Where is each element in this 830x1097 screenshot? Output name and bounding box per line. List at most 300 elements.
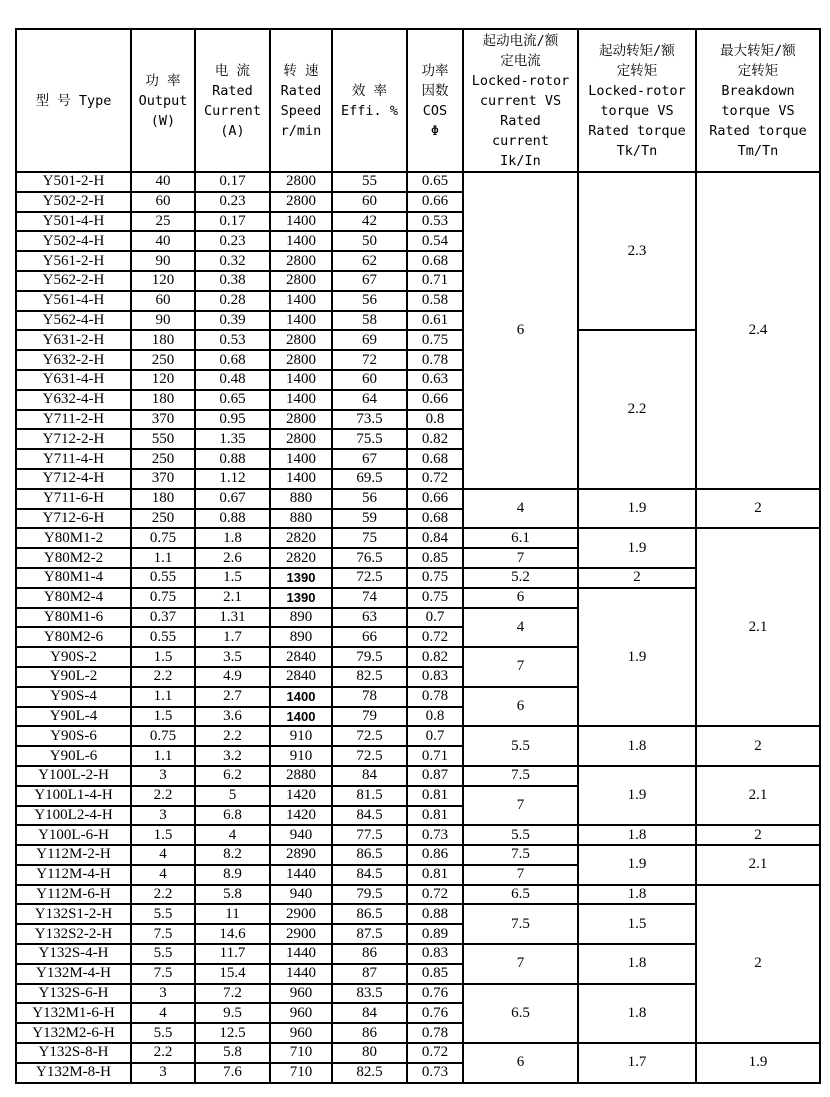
table-row	[16, 845, 820, 865]
cell-cos: 0.63	[407, 370, 463, 390]
cell-effi: 67	[332, 271, 407, 291]
cell-output: 3	[131, 766, 195, 786]
cell-cos: 0.8	[407, 410, 463, 430]
cell-current: 0.38	[195, 271, 270, 291]
cell-ik-in: 5.5	[463, 726, 578, 766]
cell-current: 1.7	[195, 627, 270, 647]
cell-tm-tn: 2	[696, 885, 820, 1043]
cell-type: Y90S-2	[16, 647, 131, 667]
cell-effi: 59	[332, 509, 407, 529]
cell-type: Y562-2-H	[16, 271, 131, 291]
cell-speed: 960	[270, 1023, 332, 1043]
cell-current: 14.6	[195, 924, 270, 944]
cell-cos: 0.7	[407, 726, 463, 746]
cell-type: Y132M-8-H	[16, 1063, 131, 1083]
cell-current: 4	[195, 825, 270, 845]
cell-current: 3.6	[195, 707, 270, 727]
cell-current: 9.5	[195, 1003, 270, 1023]
cell-ik-in: 6.5	[463, 984, 578, 1043]
cell-ik-in: 6.5	[463, 885, 578, 905]
cell-effi: 72.5	[332, 746, 407, 766]
cell-current: 0.95	[195, 410, 270, 430]
cell-current: 11.7	[195, 944, 270, 964]
cell-speed: 890	[270, 608, 332, 628]
cell-speed: 880	[270, 509, 332, 529]
cell-type: Y90L-2	[16, 667, 131, 687]
cell-cos: 0.8	[407, 707, 463, 727]
cell-type: Y712-6-H	[16, 509, 131, 529]
cell-effi: 80	[332, 1043, 407, 1063]
cell-output: 180	[131, 330, 195, 350]
cell-output: 4	[131, 845, 195, 865]
cell-cos: 0.85	[407, 548, 463, 568]
cell-type: Y80M2-2	[16, 548, 131, 568]
cell-effi: 86.5	[332, 845, 407, 865]
cell-ik-in: 6	[463, 687, 578, 727]
cell-effi: 79	[332, 707, 407, 727]
cell-current: 8.9	[195, 865, 270, 885]
cell-type: Y112M-4-H	[16, 865, 131, 885]
cell-tm-tn: 2	[696, 489, 820, 529]
cell-type: Y561-2-H	[16, 251, 131, 271]
cell-cos: 0.87	[407, 766, 463, 786]
cell-ik-in: 4	[463, 489, 578, 529]
cell-output: 0.75	[131, 726, 195, 746]
table-body	[16, 172, 820, 1083]
cell-tk-tn: 2.2	[578, 330, 696, 488]
cell-output: 180	[131, 489, 195, 509]
cell-tk-tn: 1.7	[578, 1043, 696, 1083]
cell-speed: 2840	[270, 667, 332, 687]
col-header-output: 功 率 Output (W)	[131, 29, 195, 172]
cell-speed: 2800	[270, 350, 332, 370]
table-row	[16, 726, 820, 746]
cell-speed: 1400	[270, 370, 332, 390]
cell-effi: 72.5	[332, 726, 407, 746]
cell-effi: 84.5	[332, 806, 407, 826]
cell-current: 0.68	[195, 350, 270, 370]
cell-cos: 0.89	[407, 924, 463, 944]
cell-cos: 0.66	[407, 489, 463, 509]
cell-output: 7.5	[131, 924, 195, 944]
table-row	[16, 528, 820, 548]
cell-speed: 2840	[270, 647, 332, 667]
cell-cos: 0.75	[407, 568, 463, 588]
cell-cos: 0.75	[407, 588, 463, 608]
cell-effi: 69	[332, 330, 407, 350]
cell-speed: 2800	[270, 330, 332, 350]
table-header	[16, 29, 820, 172]
cell-current: 0.53	[195, 330, 270, 350]
cell-output: 1.5	[131, 825, 195, 845]
cell-speed: 1390	[270, 568, 332, 588]
cell-speed: 2800	[270, 410, 332, 430]
cell-cos: 0.58	[407, 291, 463, 311]
cell-cos: 0.78	[407, 350, 463, 370]
cell-type: Y100L-6-H	[16, 825, 131, 845]
cell-speed: 1420	[270, 806, 332, 826]
cell-speed: 940	[270, 825, 332, 845]
cell-output: 1.5	[131, 647, 195, 667]
cell-speed: 960	[270, 984, 332, 1004]
cell-cos: 0.76	[407, 984, 463, 1004]
cell-effi: 56	[332, 291, 407, 311]
cell-tk-tn: 1.5	[578, 904, 696, 944]
cell-current: 5	[195, 786, 270, 806]
cell-effi: 74	[332, 588, 407, 608]
cell-effi: 87	[332, 964, 407, 984]
cell-cos: 0.72	[407, 885, 463, 905]
cell-speed: 2900	[270, 924, 332, 944]
cell-effi: 79.5	[332, 647, 407, 667]
cell-effi: 86	[332, 1023, 407, 1043]
cell-cos: 0.83	[407, 944, 463, 964]
cell-effi: 81.5	[332, 786, 407, 806]
cell-effi: 58	[332, 311, 407, 331]
cell-current: 0.23	[195, 192, 270, 212]
cell-speed: 1400	[270, 212, 332, 232]
cell-cos: 0.68	[407, 509, 463, 529]
cell-tk-tn: 1.9	[578, 528, 696, 568]
cell-cos: 0.71	[407, 271, 463, 291]
cell-output: 40	[131, 231, 195, 251]
cell-cos: 0.78	[407, 687, 463, 707]
cell-current: 6.8	[195, 806, 270, 826]
cell-cos: 0.82	[407, 647, 463, 667]
motor-spec-table	[15, 28, 821, 1084]
cell-cos: 0.66	[407, 390, 463, 410]
cell-output: 370	[131, 410, 195, 430]
cell-speed: 890	[270, 627, 332, 647]
cell-ik-in: 7	[463, 548, 578, 568]
cell-type: Y90L-6	[16, 746, 131, 766]
cell-output: 1.5	[131, 707, 195, 727]
cell-output: 3	[131, 984, 195, 1004]
cell-tm-tn: 2.4	[696, 172, 820, 489]
cell-output: 250	[131, 449, 195, 469]
cell-effi: 66	[332, 627, 407, 647]
cell-speed: 1400	[270, 231, 332, 251]
cell-type: Y562-4-H	[16, 311, 131, 331]
cell-type: Y80M1-4	[16, 568, 131, 588]
col-header-tm-tn: 最大转矩/额 定转矩 Breakdown torque VS Rated torque Tm/Tn	[696, 29, 820, 172]
cell-current: 2.2	[195, 726, 270, 746]
cell-speed: 2800	[270, 192, 332, 212]
cell-tk-tn: 1.8	[578, 984, 696, 1043]
cell-current: 0.48	[195, 370, 270, 390]
cell-speed: 2800	[270, 429, 332, 449]
cell-current: 6.2	[195, 766, 270, 786]
cell-current: 1.8	[195, 528, 270, 548]
cell-current: 1.5	[195, 568, 270, 588]
cell-cos: 0.78	[407, 1023, 463, 1043]
cell-current: 4.9	[195, 667, 270, 687]
cell-output: 40	[131, 172, 195, 192]
cell-speed: 2800	[270, 271, 332, 291]
col-header-ik-in: 起动电流/额 定电流 Locked-rotor current VS Rated current Ik/In	[463, 29, 578, 172]
cell-speed: 1400	[270, 390, 332, 410]
cell-effi: 60	[332, 192, 407, 212]
cell-speed: 2820	[270, 528, 332, 548]
col-header-type: 型 号 Type	[16, 29, 131, 172]
cell-ik-in: 6	[463, 1043, 578, 1083]
cell-output: 60	[131, 192, 195, 212]
cell-ik-in: 7	[463, 944, 578, 984]
cell-tm-tn: 2	[696, 825, 820, 845]
cell-output: 3	[131, 1063, 195, 1083]
cell-type: Y132S-4-H	[16, 944, 131, 964]
cell-tk-tn: 1.8	[578, 885, 696, 905]
cell-type: Y632-2-H	[16, 350, 131, 370]
cell-speed: 2800	[270, 172, 332, 192]
cell-current: 2.1	[195, 588, 270, 608]
cell-ik-in: 7.5	[463, 845, 578, 865]
cell-effi: 78	[332, 687, 407, 707]
cell-cos: 0.7	[407, 608, 463, 628]
cell-effi: 60	[332, 370, 407, 390]
cell-output: 4	[131, 865, 195, 885]
cell-effi: 82.5	[332, 667, 407, 687]
cell-cos: 0.81	[407, 806, 463, 826]
cell-speed: 880	[270, 489, 332, 509]
cell-cos: 0.73	[407, 825, 463, 845]
cell-speed: 1400	[270, 291, 332, 311]
cell-type: Y80M2-4	[16, 588, 131, 608]
cell-current: 0.32	[195, 251, 270, 271]
cell-effi: 62	[332, 251, 407, 271]
cell-cos: 0.65	[407, 172, 463, 192]
cell-current: 1.31	[195, 608, 270, 628]
cell-current: 12.5	[195, 1023, 270, 1043]
col-header-current: 电 流 Rated Current (A)	[195, 29, 270, 172]
cell-type: Y502-2-H	[16, 192, 131, 212]
cell-tk-tn: 2.3	[578, 172, 696, 330]
cell-output: 7.5	[131, 964, 195, 984]
cell-speed: 1440	[270, 944, 332, 964]
cell-effi: 86	[332, 944, 407, 964]
cell-type: Y112M-2-H	[16, 845, 131, 865]
cell-effi: 72.5	[332, 568, 407, 588]
cell-output: 2.2	[131, 667, 195, 687]
cell-output: 120	[131, 271, 195, 291]
cell-ik-in: 7	[463, 786, 578, 826]
cell-output: 90	[131, 251, 195, 271]
cell-output: 0.55	[131, 627, 195, 647]
cell-current: 1.35	[195, 429, 270, 449]
cell-cos: 0.61	[407, 311, 463, 331]
cell-tk-tn: 1.8	[578, 944, 696, 984]
cell-effi: 82.5	[332, 1063, 407, 1083]
cell-cos: 0.86	[407, 845, 463, 865]
cell-output: 90	[131, 311, 195, 331]
cell-speed: 910	[270, 726, 332, 746]
cell-output: 2.2	[131, 1043, 195, 1063]
cell-output: 5.5	[131, 1023, 195, 1043]
cell-cos: 0.53	[407, 212, 463, 232]
cell-current: 0.17	[195, 212, 270, 232]
cell-cos: 0.72	[407, 627, 463, 647]
col-header-speed: 转 速 Rated Speed r/min	[270, 29, 332, 172]
cell-current: 0.88	[195, 449, 270, 469]
cell-tm-tn: 2.1	[696, 845, 820, 885]
cell-speed: 960	[270, 1003, 332, 1023]
cell-effi: 84.5	[332, 865, 407, 885]
cell-effi: 87.5	[332, 924, 407, 944]
cell-speed: 710	[270, 1043, 332, 1063]
cell-speed: 1400	[270, 469, 332, 489]
header-row	[16, 29, 820, 172]
cell-speed: 910	[270, 746, 332, 766]
col-header-tk-tn: 起动转矩/额 定转矩 Locked-rotor torque VS Rated torque Tk/Tn	[578, 29, 696, 172]
cell-effi: 84	[332, 766, 407, 786]
cell-type: Y132S-8-H	[16, 1043, 131, 1063]
cell-ik-in: 7	[463, 865, 578, 885]
cell-speed: 2880	[270, 766, 332, 786]
cell-output: 5.5	[131, 904, 195, 924]
cell-type: Y100L-2-H	[16, 766, 131, 786]
cell-cos: 0.83	[407, 667, 463, 687]
cell-cos: 0.68	[407, 449, 463, 469]
cell-cos: 0.71	[407, 746, 463, 766]
cell-ik-in: 5.2	[463, 568, 578, 588]
cell-effi: 76.5	[332, 548, 407, 568]
cell-speed: 1440	[270, 964, 332, 984]
cell-speed: 1390	[270, 588, 332, 608]
cell-ik-in: 7.5	[463, 766, 578, 786]
cell-tk-tn: 1.8	[578, 825, 696, 845]
cell-type: Y112M-6-H	[16, 885, 131, 905]
cell-current: 1.12	[195, 469, 270, 489]
cell-output: 180	[131, 390, 195, 410]
col-header-effi: 效 率 Effi. %	[332, 29, 407, 172]
cell-cos: 0.76	[407, 1003, 463, 1023]
cell-type: Y501-4-H	[16, 212, 131, 232]
cell-ik-in: 4	[463, 608, 578, 648]
cell-tk-tn: 1.9	[578, 766, 696, 825]
cell-speed: 710	[270, 1063, 332, 1083]
cell-speed: 1400	[270, 687, 332, 707]
cell-type: Y561-4-H	[16, 291, 131, 311]
cell-cos: 0.66	[407, 192, 463, 212]
table-row	[16, 1043, 820, 1063]
cell-output: 0.75	[131, 528, 195, 548]
cell-output: 2.2	[131, 786, 195, 806]
cell-output: 0.55	[131, 568, 195, 588]
cell-cos: 0.75	[407, 330, 463, 350]
cell-current: 15.4	[195, 964, 270, 984]
cell-speed: 2900	[270, 904, 332, 924]
cell-output: 1.1	[131, 746, 195, 766]
cell-current: 0.28	[195, 291, 270, 311]
table-row	[16, 885, 820, 905]
cell-cos: 0.68	[407, 251, 463, 271]
cell-type: Y712-2-H	[16, 429, 131, 449]
cell-output: 60	[131, 291, 195, 311]
cell-ik-in: 6	[463, 172, 578, 489]
cell-output: 250	[131, 509, 195, 529]
cell-type: Y80M1-6	[16, 608, 131, 628]
cell-output: 4	[131, 1003, 195, 1023]
cell-type: Y502-4-H	[16, 231, 131, 251]
cell-tk-tn: 1.9	[578, 489, 696, 529]
cell-tk-tn: 1.9	[578, 588, 696, 727]
cell-effi: 67	[332, 449, 407, 469]
table-row	[16, 172, 820, 192]
cell-speed: 1400	[270, 311, 332, 331]
cell-tk-tn: 1.8	[578, 726, 696, 766]
cell-type: Y632-4-H	[16, 390, 131, 410]
cell-output: 0.75	[131, 588, 195, 608]
cell-effi: 72	[332, 350, 407, 370]
cell-current: 7.2	[195, 984, 270, 1004]
cell-tm-tn: 2.1	[696, 528, 820, 726]
cell-tm-tn: 2.1	[696, 766, 820, 825]
table-row	[16, 766, 820, 786]
cell-tk-tn: 2	[578, 568, 696, 588]
cell-effi: 83.5	[332, 984, 407, 1004]
cell-speed: 1400	[270, 449, 332, 469]
cell-effi: 73.5	[332, 410, 407, 430]
col-header-cos: 功率 因数 COS Φ	[407, 29, 463, 172]
cell-effi: 84	[332, 1003, 407, 1023]
cell-current: 8.2	[195, 845, 270, 865]
cell-effi: 69.5	[332, 469, 407, 489]
cell-cos: 0.84	[407, 528, 463, 548]
cell-type: Y132M-4-H	[16, 964, 131, 984]
cell-current: 3.2	[195, 746, 270, 766]
table-row	[16, 825, 820, 845]
cell-type: Y90L-4	[16, 707, 131, 727]
cell-type: Y132S-6-H	[16, 984, 131, 1004]
cell-cos: 0.81	[407, 786, 463, 806]
cell-effi: 50	[332, 231, 407, 251]
cell-type: Y711-6-H	[16, 489, 131, 509]
cell-type: Y712-4-H	[16, 469, 131, 489]
cell-type: Y80M2-6	[16, 627, 131, 647]
cell-type: Y501-2-H	[16, 172, 131, 192]
cell-speed: 1400	[270, 707, 332, 727]
cell-type: Y711-2-H	[16, 410, 131, 430]
cell-output: 120	[131, 370, 195, 390]
cell-cos: 0.81	[407, 865, 463, 885]
cell-ik-in: 7	[463, 647, 578, 687]
cell-type: Y100L2-4-H	[16, 806, 131, 826]
cell-output: 2.2	[131, 885, 195, 905]
cell-effi: 42	[332, 212, 407, 232]
cell-speed: 1420	[270, 786, 332, 806]
cell-cos: 0.72	[407, 469, 463, 489]
cell-type: Y631-2-H	[16, 330, 131, 350]
cell-output: 3	[131, 806, 195, 826]
cell-tm-tn: 2	[696, 726, 820, 766]
cell-output: 550	[131, 429, 195, 449]
cell-output: 1.1	[131, 548, 195, 568]
cell-cos: 0.88	[407, 904, 463, 924]
cell-type: Y132M2-6-H	[16, 1023, 131, 1043]
cell-current: 2.6	[195, 548, 270, 568]
cell-effi: 86.5	[332, 904, 407, 924]
cell-effi: 64	[332, 390, 407, 410]
cell-current: 11	[195, 904, 270, 924]
cell-output: 25	[131, 212, 195, 232]
cell-type: Y132M1-6-H	[16, 1003, 131, 1023]
cell-effi: 79.5	[332, 885, 407, 905]
cell-type: Y90S-4	[16, 687, 131, 707]
cell-current: 0.23	[195, 231, 270, 251]
cell-output: 5.5	[131, 944, 195, 964]
table-row	[16, 489, 820, 509]
cell-ik-in: 6	[463, 588, 578, 608]
